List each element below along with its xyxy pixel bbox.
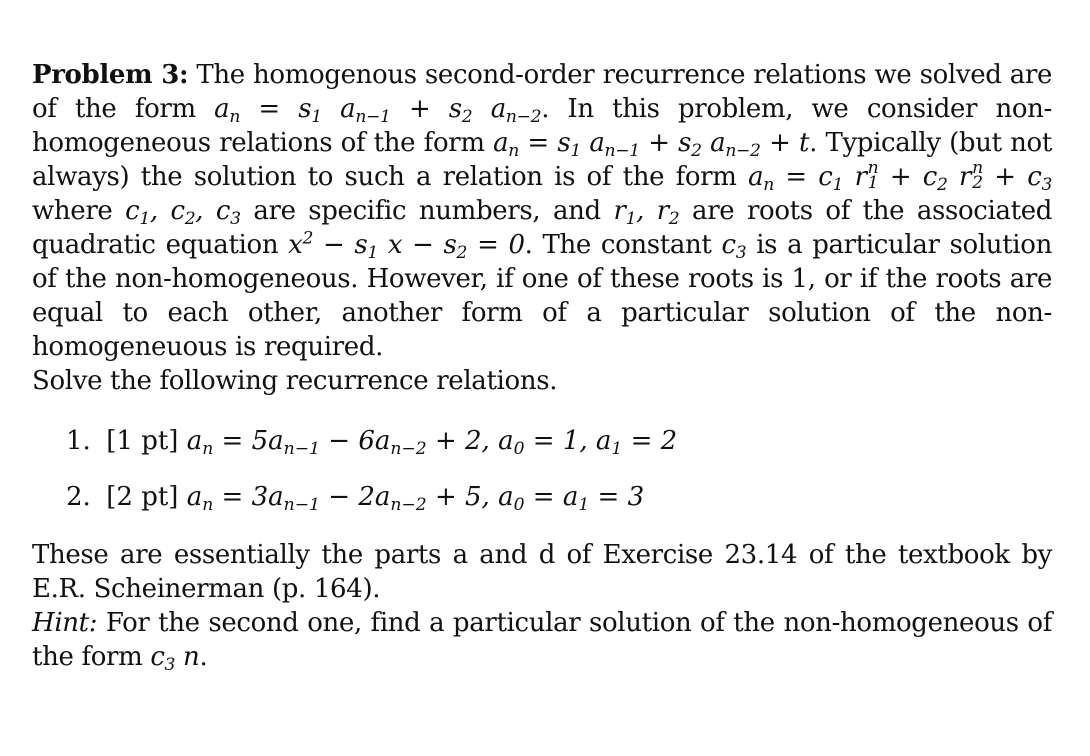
math-relation-2: $a_n = 3a_{n-1} - 2a_{n-2} + 5$, $a_0 = a_1 = 3$ — [186, 482, 645, 516]
item-points: [2 pt] — [106, 482, 179, 512]
item-number: 2. — [66, 482, 91, 512]
list-item — [66, 480, 1052, 514]
math-roots: $r_1$, $r_2$ — [613, 196, 680, 230]
math-c3: $c_3$ — [721, 230, 747, 264]
math-hint-form: $c_3$ n — [150, 642, 200, 676]
problem-statement: Problem 3: The homogenous second-order recurrence relations we solved are of the form $a_n = s_1$ $a_{n-1} + s_2$ $a_{n-2}$. In this problem, we consider non-homogeneous relations of the form $a_n = s_1$ $a_{n-1} + s_2$ $a_{n-2} + t$. Typically (but not always) the solution to such a relation is of the form $a_n = c_1$ r n 1 + $c_2$ r n 2 + $c_3$ where $c_1$, $c_2$, $c_3$ are specific numbers, and $r_1$, $r_2$ are roots of the associated quadratic equation $x^2 - s_1$ $x - s_2 = 0$. The constant $c_3$ is a particular solution of the non-homogeneous. However, if one of these roots is 1, or if the roots are equal to each other, another form of a particular solution of the non-homogeneuous is required. Solve the following recurrence relations. — [32, 60, 1053, 396]
problem-heading: Problem 3: — [32, 60, 189, 90]
sentence-typically: Typically (but not always) the solution to such a relation is of the form — [32, 128, 1052, 192]
note-and-hint — [32, 538, 1052, 674]
word-where: where — [32, 196, 113, 226]
math-nonhomogeneous-form: $a_n = s_1$ $a_{n-1} + s_2$ $a_{n-2} + t$ — [493, 128, 810, 162]
math-constants: $c_1$, $c_2$, $c_3$ — [125, 196, 241, 230]
math-homogeneous-form: $a_n = s_1$ $a_{n-1} + s_2$ $a_{n-2}$ — [214, 94, 542, 128]
item-number: 1. — [66, 426, 91, 456]
problem-document — [32, 58, 1052, 674]
math-relation-1: $a_n = 5a_{n-1} - 6a_{n-2} + 2$, $a_0 = 1$, $a_1 = 2$ — [186, 426, 678, 460]
item-points: [1 pt] — [106, 426, 179, 456]
math-solution-form: $a_n = c_1$ r n 1 + $c_2$ r n 2 + $c_3$ — [748, 157, 1053, 196]
hint-text: For the second one, find a particular solution of the non-homogeneous of the form — [32, 608, 1052, 672]
instruction-text: Solve the following recurrence relations. — [32, 366, 558, 396]
intro-text: The homogenous second-order recurrence relations we solved are of the form — [32, 60, 1052, 124]
hint-label: Hint: — [32, 608, 98, 638]
list-item — [66, 424, 1052, 458]
textbook-note: These are essentially the parts a and d of Exercise 23.14 of the textbook by E.R. Scheinerman (p. 164). — [32, 540, 1052, 604]
sentence-particular-solution: is a particular solution of the non-homogeneous. However, if one of these roots is 1, or if the roots are equal to each other, another form of a particular solution of the non-homogeneuous is required. — [32, 230, 1052, 362]
sentence-specific-numbers: are specific numbers, and — [253, 196, 601, 226]
math-quadratic: $x^2 - s_1$ $x - s_2 = 0$ — [288, 228, 525, 264]
sentence-nonhomogeneous: In this problem, we consider non-homogeneous relations of the form — [32, 94, 1052, 158]
recurrence-list — [32, 424, 1052, 514]
hint-period: . — [199, 642, 208, 672]
sentence-the-constant: The constant — [542, 230, 712, 260]
sentence-roots-of: are roots of the associated quadratic equation — [32, 196, 1053, 260]
